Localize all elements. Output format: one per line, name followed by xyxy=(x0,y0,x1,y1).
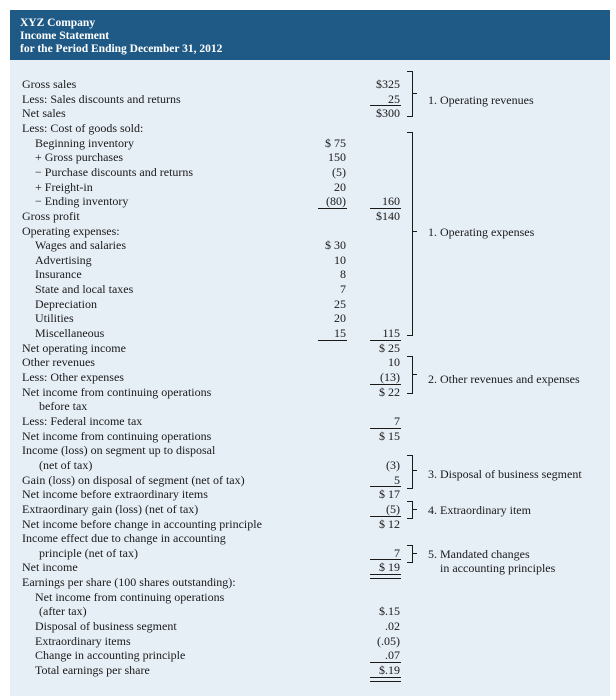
row-label: Utilities xyxy=(35,311,74,326)
detail-amount: 10 xyxy=(334,252,346,267)
row-label: Net income from continuing operations xyxy=(22,428,212,443)
underline-rule xyxy=(370,486,401,487)
detail-amount: 20 xyxy=(334,179,346,194)
detail-amount: 20 xyxy=(334,311,346,326)
row-label: Gross sales xyxy=(22,77,77,91)
total-amount: $ 22 xyxy=(379,384,400,399)
brace-extraordinary xyxy=(407,501,413,519)
row-label: Other revenues xyxy=(22,355,95,370)
underline-rule xyxy=(370,384,401,385)
row-label: − Ending inventory xyxy=(35,194,129,209)
total-amount: 7 xyxy=(394,545,400,560)
row-label: Beginning inventory xyxy=(35,135,134,150)
total-amount: $ 12 xyxy=(379,516,400,531)
row-label: + Freight-in xyxy=(35,179,93,194)
row-label: Total earnings per share xyxy=(35,663,150,677)
row-label: Insurance xyxy=(35,267,82,282)
detail-amount: 25 xyxy=(334,296,346,311)
underline-rule xyxy=(370,208,401,209)
row-label: − Purchase discounts and returns xyxy=(35,164,194,179)
period-title: for the Period Ending December 31, 2012 xyxy=(20,43,223,55)
total-amount: $ 19 xyxy=(379,560,400,575)
total-amount: $ 25 xyxy=(379,340,400,355)
brace-other-tip xyxy=(413,374,417,375)
total-amount: (3) xyxy=(386,457,400,472)
annotation-operating-expenses: 1. Operating expenses xyxy=(428,225,535,239)
row-label: Net income from continuing operations xyxy=(35,589,225,604)
annotation-disposal-segment: 3. Disposal of business segment xyxy=(428,467,582,481)
detail-amount: $ 30 xyxy=(325,238,346,253)
row-label: Earnings per share (100 shares outstanding): xyxy=(22,575,236,590)
row-label: Net income before extraordinary items xyxy=(22,487,208,502)
row-label: State and local taxes xyxy=(35,282,134,297)
total-amount: .07 xyxy=(385,648,400,663)
row-label: Less: Cost of goods sold: xyxy=(22,120,144,135)
total-amount: 115 xyxy=(382,326,400,341)
brace-revenues xyxy=(407,71,413,117)
row-label: Extraordinary items xyxy=(35,633,131,648)
row-label: Disposal of business segment xyxy=(35,619,177,634)
underline-rule xyxy=(370,105,401,106)
annotation-mandated-changes: 5. Mandated changes xyxy=(428,547,530,561)
total-amount: $ 17 xyxy=(379,487,400,502)
brace-mandated xyxy=(407,545,413,563)
total-amount: (.05) xyxy=(377,633,400,648)
underline-rule xyxy=(370,340,401,341)
detail-amount: 150 xyxy=(328,150,346,165)
company-title: XYZ Company xyxy=(20,17,96,29)
total-amount: $325 xyxy=(376,77,400,91)
row-label: + Gross purchases xyxy=(35,150,124,165)
row-label: Depreciation xyxy=(35,296,97,311)
row-label: (net of tax) xyxy=(39,457,93,472)
row-label: Net income from continuing operations xyxy=(22,384,212,399)
row-label: Net sales xyxy=(22,106,66,121)
row-label: Wages and salaries xyxy=(35,238,126,253)
row-label: Operating expenses: xyxy=(22,223,120,238)
underline-rule xyxy=(370,662,401,663)
row-label: Income effect due to change in accounting xyxy=(22,531,226,546)
detail-amount: $ 75 xyxy=(325,135,346,150)
row-label: Extraordinary gain (loss) (net of tax) xyxy=(22,501,199,516)
row-label: Net income xyxy=(22,560,78,575)
row-label: Income (loss) on segment up to disposal xyxy=(22,443,216,458)
statement-header xyxy=(10,10,610,60)
row-label: before tax xyxy=(39,399,88,414)
annotation-extraordinary-item: 4. Extraordinary item xyxy=(428,503,531,517)
brace-expenses-tip xyxy=(413,231,417,232)
detail-amount: 8 xyxy=(340,267,346,282)
row-label: Less: Other expenses xyxy=(22,370,124,384)
double-underline-rule xyxy=(370,574,401,579)
row-label: Change in accounting principle xyxy=(35,648,186,663)
underline-rule xyxy=(318,340,347,341)
detail-amount: 7 xyxy=(340,282,346,297)
total-amount: 25 xyxy=(388,91,400,106)
annotation-other-revenues-expenses: 2. Other revenues and expenses xyxy=(428,372,580,386)
total-amount: $300 xyxy=(376,106,400,121)
total-amount: (5) xyxy=(386,501,400,516)
annotation-operating-revenues: 1. Operating revenues xyxy=(428,93,534,107)
total-amount: 10 xyxy=(388,355,400,370)
underline-rule xyxy=(370,559,401,560)
brace-revenues-tip xyxy=(413,93,417,94)
row-label: Miscellaneous xyxy=(35,326,105,341)
row-label: Advertising xyxy=(35,252,92,267)
row-label: principle (net of tax) xyxy=(39,545,138,560)
total-amount: 7 xyxy=(394,413,400,428)
underline-rule xyxy=(370,428,401,429)
row-label: Net income before change in accounting principle xyxy=(22,516,262,531)
row-label: Gain (loss) on disposal of segment (net of tax) xyxy=(22,472,245,487)
total-amount: (13) xyxy=(380,370,400,384)
detail-amount: (5) xyxy=(332,164,346,179)
detail-amount: (80) xyxy=(326,194,346,209)
brace-disposal-tip xyxy=(413,470,417,471)
double-underline-rule xyxy=(370,677,401,682)
underline-rule xyxy=(370,516,401,517)
brace-other xyxy=(407,356,413,394)
total-amount: $.19 xyxy=(379,663,400,677)
underline-rule xyxy=(318,208,347,209)
total-amount: 5 xyxy=(394,472,400,487)
brace-mandated-tip xyxy=(413,553,417,554)
row-label: (after tax) xyxy=(39,604,87,619)
row-label: Gross profit xyxy=(22,208,80,223)
statement-title: Income Statement xyxy=(20,30,110,42)
total-amount: $140 xyxy=(376,208,400,223)
row-label: Net operating income xyxy=(22,340,126,355)
total-amount: $.15 xyxy=(379,604,400,619)
total-amount: 160 xyxy=(382,194,400,209)
annotation-accounting-principles: in accounting principles xyxy=(440,561,556,575)
brace-extraordinary-tip xyxy=(413,509,417,510)
total-amount: .02 xyxy=(385,619,400,634)
brace-disposal xyxy=(407,455,413,489)
brace-expenses xyxy=(407,132,413,336)
row-label: Less: Sales discounts and returns xyxy=(22,91,181,106)
total-amount: $ 15 xyxy=(379,428,400,443)
row-label: Less: Federal income tax xyxy=(22,413,143,428)
detail-amount: 15 xyxy=(334,326,346,341)
